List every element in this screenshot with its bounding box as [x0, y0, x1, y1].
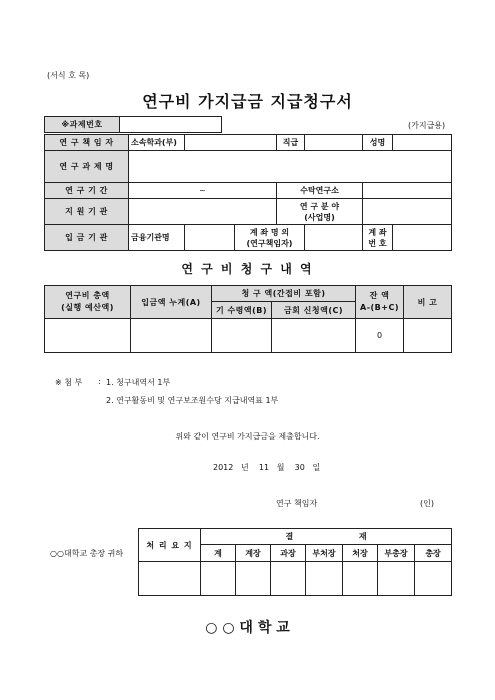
date-year[interactable]: 2012 [213, 463, 234, 472]
approval-header-1: 결 [285, 532, 294, 541]
note-header: 비 고 [404, 286, 452, 319]
holder-field[interactable] [305, 225, 363, 251]
approval-header-2: 재 [358, 532, 367, 541]
position-label: 직급 [277, 135, 305, 151]
total-budget-header [45, 286, 131, 319]
date-year-unit: 년 [241, 463, 249, 472]
total-budget-line1: 연구비 총액 [65, 291, 110, 300]
date-day-unit: 일 [312, 463, 321, 472]
approval-col-gyejang: 계장 [236, 545, 271, 562]
dept-field[interactable] [185, 135, 277, 151]
date-month-unit: 월 [276, 463, 285, 472]
sign-cell-chongjang[interactable] [415, 562, 452, 596]
received-cell[interactable] [212, 319, 272, 353]
sign-cell-buchongjang[interactable] [378, 562, 415, 596]
approval-col-cheojang: 처장 [343, 545, 378, 562]
field-field[interactable] [363, 199, 452, 225]
field-label-line2: (사업명) [304, 212, 335, 222]
project-number-label: ※과제번호 [45, 117, 120, 133]
approval-col-gwajang: 과장 [271, 545, 306, 562]
balance-header [356, 286, 404, 319]
claim-amount-header: 청 구 액(간접비 포함) [212, 286, 356, 302]
sign-cell-gye[interactable] [201, 562, 236, 596]
holder-label-line2: (연구책임자) [246, 238, 293, 248]
account-field[interactable] [393, 225, 452, 251]
support-label: 지 원 기 관 [45, 199, 129, 225]
field-label [277, 199, 363, 225]
position-field[interactable] [305, 135, 363, 151]
attachments-label: ※ 첨 부 [55, 378, 83, 387]
advance-tag: (가지급용) [408, 121, 446, 130]
university-name: ○ ○ 대 학 교 [205, 620, 290, 636]
approval-table [138, 528, 452, 596]
approval-col-bucheojang: 부처장 [306, 545, 343, 562]
cumulative-cell[interactable] [131, 319, 212, 353]
balance-line1: 잔 액 [369, 291, 390, 300]
approval-header [201, 529, 452, 545]
approval-col-gye: 계 [201, 545, 236, 562]
period-field[interactable]: ~ [129, 183, 277, 199]
project-title-label: 연 구 과 제 명 [45, 151, 129, 183]
account-label-line2: 번 호 [368, 238, 387, 248]
page-title: 연구비 가지급금 지급청구서 [142, 92, 353, 111]
this-request-cell[interactable] [272, 319, 356, 353]
period-label: 연 구 기 간 [45, 183, 129, 199]
holder-label [235, 225, 305, 251]
name-label: 성명 [363, 135, 393, 151]
project-title-field[interactable] [129, 151, 452, 183]
date-month[interactable]: 11 [258, 463, 270, 472]
contract-inst-field[interactable] [363, 183, 452, 199]
form-number: (서식 호 목) [47, 71, 90, 80]
dept-label: 소속학과(부) [129, 135, 185, 151]
balance-cell[interactable]: 0 [356, 319, 404, 353]
handling-label: 처 리 요 지 [139, 529, 201, 562]
submit-text: 위와 같이 연구비 가지급금을 제출합니다. [175, 432, 320, 441]
total-budget-cell[interactable] [45, 319, 131, 353]
researcher-label: 연 구 책 임 자 [45, 135, 129, 151]
cumulative-header: 입금액 누계(A) [131, 286, 212, 319]
deposit-label: 입 금 기 관 [45, 225, 129, 251]
total-budget-line2: (실행 예산액) [61, 303, 114, 312]
bank-label: 금융기관명 [129, 225, 185, 251]
date-day[interactable]: 30 [294, 463, 305, 472]
date [213, 462, 320, 473]
account-label [363, 225, 393, 251]
bank-field[interactable] [185, 225, 235, 251]
account-label-line1: 계 좌 [368, 227, 387, 237]
sign-cell-cheojang[interactable] [343, 562, 378, 596]
sign-cell-gwajang[interactable] [271, 562, 306, 596]
approval-col-chongjang: 총장 [415, 545, 452, 562]
received-header: 기 수령액(B) [212, 302, 272, 319]
attachment-item-1: 1. 청구내역서 1부 [106, 378, 171, 387]
name-field[interactable] [393, 135, 452, 151]
project-number-box [44, 116, 222, 133]
seal-mark[interactable]: (인) [420, 499, 434, 508]
recipient: ○○대학교 총장 귀하 [50, 549, 124, 558]
handling-cell[interactable] [139, 562, 201, 596]
sign-cell-gyejang[interactable] [236, 562, 271, 596]
holder-label-line1: 계 좌 명 의 [249, 227, 290, 237]
attachment-item-2: 2. 연구활동비 및 연구보조원수당 지급내역표 1부 [106, 396, 279, 405]
attachments-colon: : [98, 377, 101, 386]
note-cell[interactable] [404, 319, 452, 353]
support-field[interactable] [129, 199, 277, 225]
project-number-field[interactable] [120, 117, 222, 133]
info-table [44, 134, 452, 251]
balance-line2: A-(B+C) [360, 303, 399, 312]
field-label-line1: 연 구 분 야 [299, 201, 340, 211]
signer-label: 연구 책임자 [276, 499, 318, 508]
sign-cell-bucheojang[interactable] [306, 562, 343, 596]
section-title: 연 구 비 청 구 내 역 [181, 262, 314, 276]
claim-table [44, 285, 452, 353]
approval-col-buchongjang: 부총장 [378, 545, 415, 562]
contract-inst-label: 수탁연구소 [277, 183, 363, 199]
this-request-header: 금회 신청액(C) [272, 302, 356, 319]
